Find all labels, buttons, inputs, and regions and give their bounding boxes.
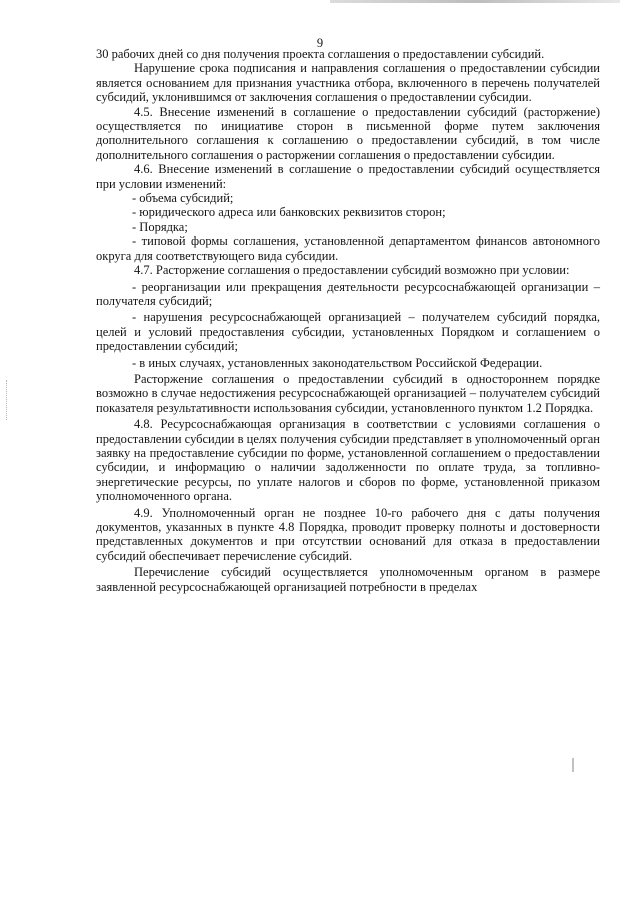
paragraph: 4.6. Внесение изменений в соглашение о предоставлении субсидий осуществляется при условии изменений: [96, 162, 600, 191]
paragraph: - в иных случаях, установленных законодательством Российской Федерации. [132, 355, 543, 370]
scan-margin-marks [6, 380, 9, 420]
paragraph: Перечисление субсидий осуществляется уполномоченным органом в размере заявленной ресурсоснабжающей организацией потребности в пределах [96, 565, 600, 594]
scan-artifact [572, 758, 574, 772]
paragraph: Расторжение соглашения о предоставлении субсидий в одностороннем порядке возможно в случае недостижения ресурсоснабжающей организацией – получателем субсидий показателя результативности использования субсидии, установленного пунктом 1.2 Порядка. [96, 371, 600, 415]
paragraph: 4.5. Внесение изменений в соглашение о предоставлении субсидий (расторжение) осуществляется по инициативе сторон в письменной форме путем заключения дополнительного соглашения к соглашению о предоставлении субсидий, в том числе дополнительного соглашения о расторжении соглашения о предоставлении субсидии. [96, 104, 600, 162]
paragraph: 4.7. Расторжение соглашения о предоставлении субсидий возможно при условии: [134, 263, 570, 278]
paragraph: - объема субсидий; [132, 191, 234, 206]
paragraph: - юридического адреса или банковских реквизитов сторон; [132, 205, 446, 220]
paragraph: - нарушения ресурсоснабжающей организацией – получателем субсидий порядка, целей и условий предоставления субсидии, установленных Порядком и соглашением о предоставлении субсидий; [96, 310, 600, 354]
scan-edge-shadow [330, 0, 620, 3]
page-number: 9 [316, 36, 324, 50]
document-body [96, 47, 600, 594]
paragraph: - Порядка; [132, 219, 188, 234]
paragraph: 4.9. Уполномоченный орган не позднее 10-го рабочего дня с даты получения документов, указанных в пункте 4.8 Порядка, проводит проверку полноты и достоверности представленных документов и при отсутствии оснований для отказа в предоставлении субсидий обеспечивает перечисление субсидий. [96, 505, 600, 563]
paragraph: 30 рабочих дней со дня получения проекта соглашения о предоставлении субсидий. [96, 47, 545, 61]
paragraph: 4.8. Ресурсоснабжающая организация в соответствии с условиями соглашения о предоставлении субсидии в целях получения субсидии представляет в уполномоченный орган заявку на предоставление субсидии по форме, установленной соглашением о предоставлении субсидии, и информацию о наличии задолженности по оплате труда, за топливно-энергетические ресурсы, по уплате налогов и сборов по форме, установленной приказом уполномоченного органа. [96, 417, 600, 504]
paragraph: - типовой формы соглашения, установленной департаментом финансов автономного округа для соответствующего вида субсидии. [96, 234, 600, 263]
paragraph: - реорганизации или прекращения деятельности ресурсоснабжающей организации – получателя субсидий; [96, 279, 600, 308]
paragraph: Нарушение срока подписания и направления соглашения о предоставлении субсидии является основанием для признания участника отбора, включенного в перечень получателей субсидий, уклонившимся от заключения соглашения о предоставлении субсидии. [96, 61, 600, 105]
